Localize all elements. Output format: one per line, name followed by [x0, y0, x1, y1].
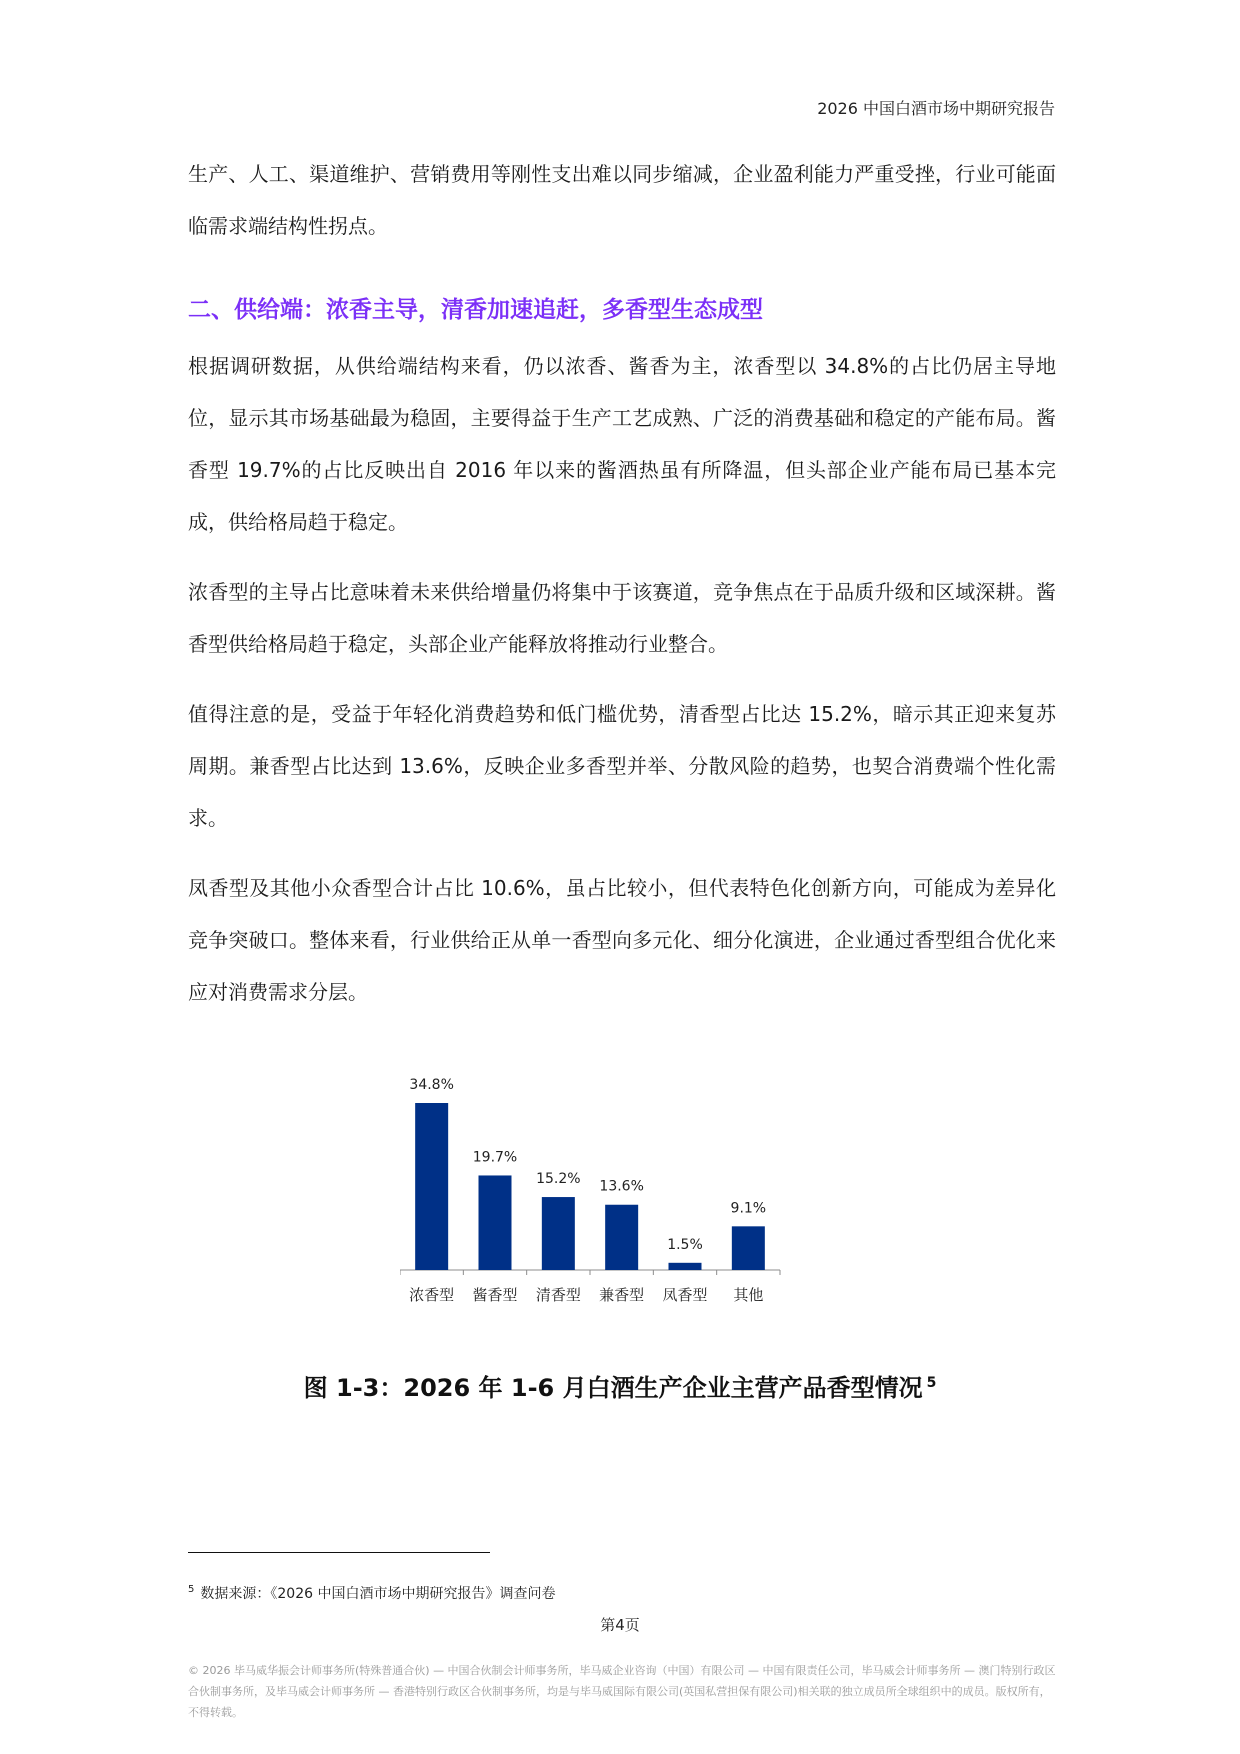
footnote: [188, 1583, 555, 1603]
data-label: 9.1%: [730, 1200, 767, 1217]
x-tick-label: 其他: [733, 1286, 764, 1304]
report-body: [188, 148, 1056, 1036]
data-label: 13.6%: [599, 1178, 644, 1195]
data-label: 19.7%: [472, 1149, 518, 1166]
aroma-type-bar-chart: [400, 1065, 850, 1325]
chart-bar: [542, 1197, 575, 1270]
chart-svg: [400, 1065, 850, 1325]
chart-bar: [732, 1226, 765, 1270]
chart-bar: [669, 1263, 702, 1270]
footnote-text: 数据来源：《2026 中国白酒市场中期研究报告》调查问卷: [200, 1586, 556, 1602]
chart-bar: [479, 1175, 512, 1270]
x-tick-label: 酱香型: [472, 1286, 518, 1304]
section-heading: 二、供给端：浓香主导，清香加速追赶，多香型生态成型: [188, 297, 763, 323]
figure-footnote-ref: 5: [926, 1375, 937, 1391]
legal-disclaimer: © 2026 毕马威华振会计师事务所(特殊普通合伙) — 中国合伙制会计师事务所，毕马威企业咨询（中国）有限公司 — 中国有限责任公司，毕马威会计师事务所 — 澳门特别行政区合伙制事务所，及毕马威会计师事务所 — 香港特别行政区合伙制事务所，均是与毕马威国际有限公司(英国私营担保有限公司)相关联的独立成员所全球组织中的成员。版权所有，不得转载。: [188, 1664, 1056, 1719]
footnote-divider: [188, 1552, 490, 1553]
data-label: 34.8%: [409, 1077, 454, 1093]
chart-bar: [415, 1103, 448, 1270]
body-paragraph-1: 根据调研数据，从供给端结构来看，仍以浓香、酱香为主，浓香型以 34.8%的占比仍居主导地位，显示其市场基础最为稳固，主要得益于生产工艺成熟、广泛的消费基础和稳定的产能布局。酱香型 19.7%的占比反映出自 2016 年以来的酱酒热虽有所降温，但头部企业产能布局已基本完成，供给格局趋于稳定。: [188, 354, 1056, 534]
report-header-title: 2026 中国白酒市场中期研究报告: [817, 99, 1055, 118]
page-number: 第4页: [600, 1616, 640, 1634]
intro-paragraph: 生产、人工、渠道维护、营销费用等刚性支出难以同步缩减，企业盈利能力严重受挫，行业可能面临需求端结构性拐点。: [188, 162, 1056, 238]
footnote-mark: 5: [188, 1584, 195, 1596]
figure-caption: [0, 1368, 1240, 1403]
data-label: 1.5%: [667, 1236, 703, 1253]
x-tick-label: 清香型: [535, 1286, 581, 1304]
chart-bar: [605, 1205, 638, 1270]
body-paragraph-3: 值得注意的是，受益于年轻化消费趋势和低门槛优势，清香型占比达 15.2%，暗示其正迎来复苏周期。兼香型占比达到 13.6%，反映企业多香型并举、分散风险的趋势，也契合消费端个性化需求。: [188, 702, 1056, 830]
body-paragraph-2: 浓香型的主导占比意味着未来供给增量仍将集中于该赛道，竞争焦点在于品质升级和区域深耕。酱香型供给格局趋于稳定，头部企业产能释放将推动行业整合。: [188, 580, 1056, 656]
x-tick-label: 凤香型: [662, 1286, 708, 1304]
x-tick-label: 浓香型: [409, 1286, 455, 1304]
body-paragraph-4: 凤香型及其他小众香型合计占比 10.6%，虽占比较小，但代表特色化创新方向，可能成为差异化竞争突破口。整体来看，行业供给正从单一香型向多元化、细分化演进，企业通过香型组合优化来应对消费需求分层。: [188, 876, 1056, 1004]
data-label: 15.2%: [536, 1171, 581, 1188]
figure-caption-text: 图 1-3：2026 年 1-6 月白酒生产企业主营产品香型情况: [303, 1374, 923, 1402]
x-tick-label: 兼香型: [599, 1286, 645, 1304]
